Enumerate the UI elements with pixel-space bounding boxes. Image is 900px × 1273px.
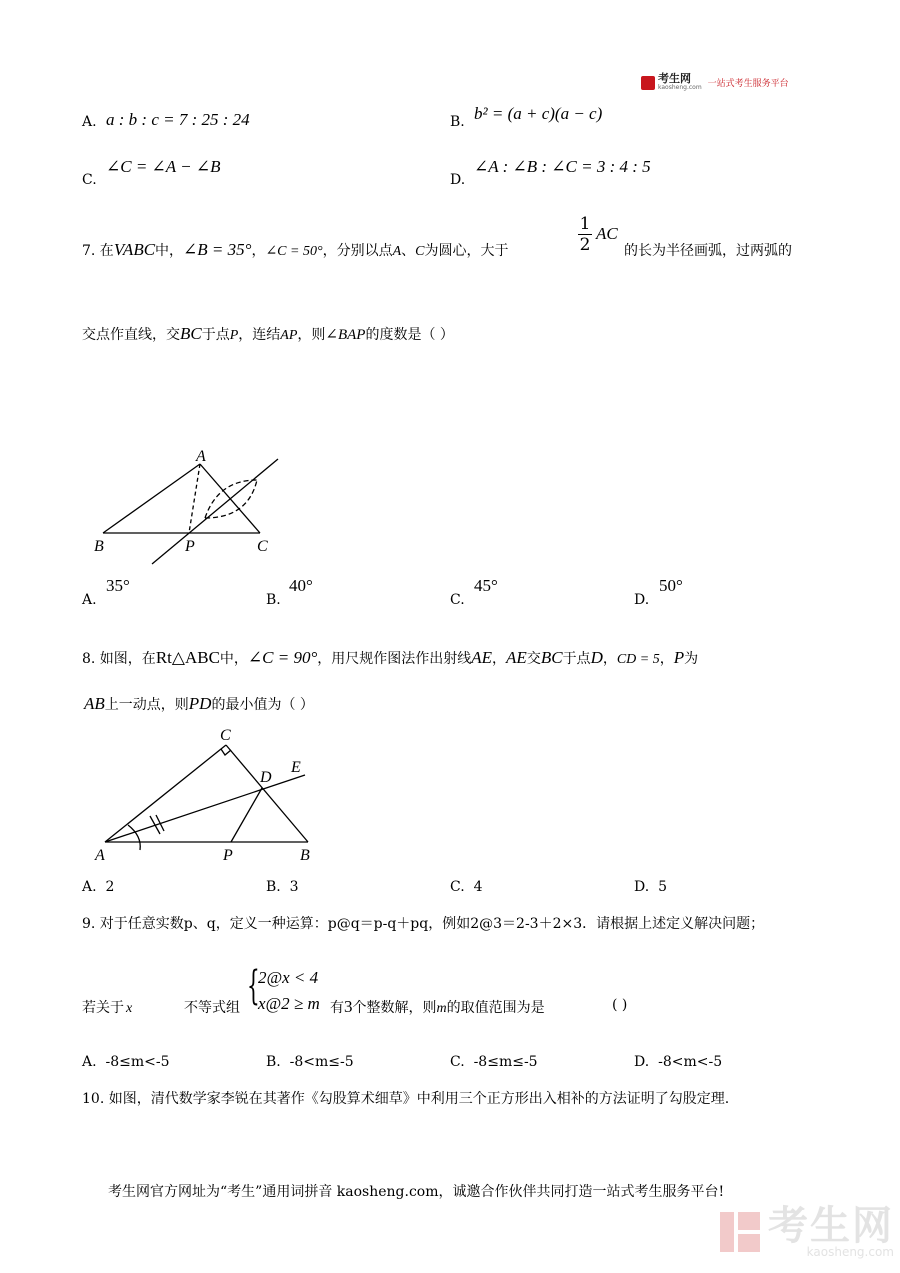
q8-label-c: C	[220, 727, 231, 744]
q8-label-b: B	[300, 847, 310, 864]
q8-label-a: A	[95, 847, 105, 864]
q9-option-d: D. -8<m<-5	[634, 1054, 723, 1070]
q7-side-ab	[103, 464, 200, 533]
logo-name: 考生网	[658, 72, 691, 85]
watermark-domain: kaosheng.com	[806, 1245, 894, 1259]
q9-line2-system-label: 不等式组	[184, 1000, 240, 1016]
q7-option-a-label: A.	[82, 592, 97, 608]
q7-option-b-label: B.	[266, 592, 281, 608]
q7-line1: 7. 在VABC中，∠B = 35°，∠C = 50°，分别以点A、C为圆心，大于	[82, 240, 509, 259]
logo-slogan: 一站式考生服务平台	[707, 79, 789, 89]
watermark-name: 考生网	[768, 1203, 894, 1249]
q8-option-a: A. 2	[82, 879, 115, 895]
q6-option-b: b² = (a + c)(a − c)	[474, 104, 603, 123]
q9-answer-paren: ( )	[612, 997, 628, 1013]
q9-line2-end: 有3个整数解，则m的取值范围为是	[330, 997, 545, 1016]
q8-line1: 8. 如图，在Rt△ABC中，∠C = 90°，用尺规作图法作出射线AE，AE交BC于点D，CD = 5，P为	[82, 648, 699, 667]
q7-angle-c: ∠C = 50°	[265, 244, 323, 259]
q10-line1: 10. 如图，清代数学家李锐在其著作《勾股算术细草》中利用三个正方形出入相补的方法证明了勾股定理.	[82, 1091, 730, 1107]
q7-line2: 交点作直线，交BC于点P，连结AP，则∠BAP的度数是（ ）	[82, 324, 454, 343]
q7-option-c-label: C.	[450, 592, 465, 608]
footer-text: 考生网官方网址为“考生”通用词拼音 kaosheng.com，诚邀合作伙伴共同打造一站式考生服务平台!	[108, 1184, 725, 1200]
q7-option-d-label: D.	[634, 592, 650, 608]
q8-option-b: B. 3	[266, 879, 299, 895]
q7-triangle: VABC	[113, 240, 156, 259]
q8-label-p: P	[223, 847, 233, 864]
watermark-logo-icon	[718, 1210, 762, 1254]
q8-label-e: E	[291, 759, 301, 776]
q8-line2: AB上一动点，则PD的最小值为（ ）	[84, 694, 314, 713]
q6-option-d-label: D.	[450, 172, 466, 188]
q9-option-b: B. -8<m≤-5	[266, 1054, 354, 1070]
q9-brace: {	[247, 963, 260, 1009]
q7-option-a: 35°	[106, 576, 130, 595]
q7-fraction: 1 2	[579, 214, 591, 255]
q7-label-b: B	[94, 538, 104, 555]
watermark	[718, 1203, 894, 1259]
q6-option-b-label: B.	[450, 114, 465, 130]
logo-domain: kaosheng.com	[658, 84, 702, 91]
q7-angle-b: ∠B = 35°	[183, 240, 252, 259]
q7-option-b: 40°	[289, 576, 313, 595]
q7-frac-ac: AC	[596, 224, 618, 243]
q6-option-c-label: C.	[82, 172, 97, 188]
q7-line1-end: 的长为半径画弧，过两弧的	[624, 243, 792, 259]
q8-option-d: D. 5	[634, 879, 668, 895]
q7-label-c: C	[257, 538, 268, 555]
q6-option-c: ∠C = ∠A − ∠B	[106, 157, 221, 176]
q7-label-p: P	[185, 538, 195, 555]
q6-option-a-label: A.	[82, 114, 97, 130]
q9-option-a: A. -8≤m<-5	[82, 1054, 170, 1070]
q7-option-d: 50°	[659, 576, 683, 595]
q9-system-line2: x@2 ≥ m	[258, 994, 320, 1013]
q6-option-d: ∠A : ∠B : ∠C = 3 : 4 : 5	[474, 157, 651, 176]
q9-option-c: C. -8≤m≤-5	[450, 1054, 538, 1070]
q9-system-line1: 2@x < 4	[258, 968, 319, 987]
q8-arc-base	[128, 825, 140, 850]
q8-side-ac	[105, 745, 226, 842]
q9-line2-start: 若关于 x	[82, 1000, 133, 1016]
q7-segment-ap	[189, 464, 200, 533]
q8-segment-pd	[231, 788, 262, 842]
q8-label-d: D	[260, 769, 272, 786]
q8-option-c: C. 4	[450, 879, 483, 895]
q7-option-c: 45°	[474, 576, 498, 595]
q6-option-a: a : b : c = 7 : 25 : 24	[106, 110, 250, 129]
q7-label-a: A	[196, 448, 206, 465]
q9-line1: 9. 对于任意实数p、q，定义一种运算：p@q＝p-q＋pq，例如2@3＝2-3＋2×3．请根据上述定义解决问题；	[82, 916, 765, 932]
